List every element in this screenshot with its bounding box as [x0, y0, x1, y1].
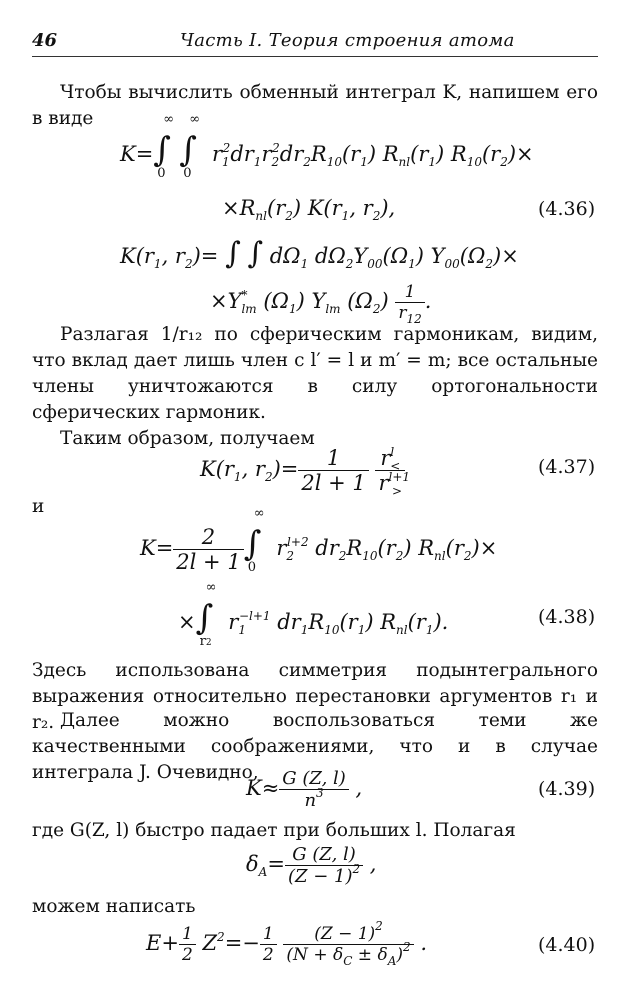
- equation-4-36-line2: $\times R_{nl}(r_2)$ $K(r_1$, $r_2$),: [222, 196, 396, 223]
- paragraph-qualitative: Далее можно воспользоваться теми же качественными соображениями, что и в случае интеграла J. Очевидно,: [32, 710, 598, 783]
- paragraph-intro: Чтобы вычислить обменный интеграл K, напишем его в виде: [32, 82, 598, 129]
- paragraph-write: можем написать: [32, 896, 196, 917]
- equation-number-4-38: (4.38): [538, 606, 596, 628]
- equation-number-4-36: (4.36): [538, 198, 596, 220]
- running-title: Часть I. Теория строения атома: [180, 30, 515, 51]
- paragraph-and: и: [32, 496, 45, 517]
- equation-4-38-line1: K= $\frac{2}{2l + 1}$ ∞ ∫ 0 $r_2^{l+2}$ $dr_2R_{10}(r_2)$ $R_{nl}(r_2)\times$: [140, 506, 498, 575]
- equation-4-37: $K(r_1$, $r_2)=$ $\frac{1}{2l + 1}$ $\frac{r^l_<}{r^{l+1}_>}$: [200, 445, 411, 498]
- equation-4-39: K≈ $\frac{G (Z, l)}{n^3}$ ,: [246, 768, 363, 811]
- equation-4-36-line3: $K(r_1$, $r_2)=$ ∫ ∫ $d\Omega_1$ $d\Omega_2Y_{00}(\Omega_1)$ $Y_{00}(\Omega_2)\times$: [120, 236, 519, 271]
- equation-4-36-line1: K= ∞ ∫ 0 ∞ ∫ 0 $r_1^2dr_1r_2^2dr_2R_{10}(r_1)$ $R_{nl}(r_1)$ $R_{10}(r_2)\times$: [120, 112, 534, 181]
- paragraph-thus: Таким образом, получаем: [60, 428, 315, 449]
- equation-delta-a: $\delta_A=$ $\frac{G (Z, l)}{(Z - 1)^2}$ ,: [246, 844, 377, 887]
- equation-4-36-line4: $\times Y^*_{lm}$ $(\Omega_1)$ $Y_{lm}$ $(\Omega_2)$ $\frac{1}{r_{12}}$ .: [210, 282, 432, 326]
- paragraph-symmetry: Здесь использована симметрия подынтегрального выражения относительно перестановки аргументов r₁ и r₂.: [32, 660, 598, 733]
- equation-4-38-line2: × ∞ ∫ r2 $r_1^{-l+1}$ $dr_1R_{10}(r_1)$ $R_{nl}(r_1)$.: [178, 580, 449, 649]
- paragraph-expansion: Разлагая 1/r₁₂ по сферическим гармоникам, видим, что вклад дает лишь член с l′ = l и m′ = m; все остальные члены уничтожаются в силу ортогональности сферических гармоник.: [32, 324, 598, 423]
- equation-number-4-40: (4.40): [538, 934, 596, 956]
- equation-number-4-39: (4.39): [538, 778, 596, 800]
- page-number: 46: [32, 30, 58, 51]
- equation-4-40: E+ $\frac{1}{2}$ $Z^2=-$ $\frac{1}{2}$ $\frac{(Z - 1)^2}{(N + \delta_C \pm \delta_A)^2}$ .: [146, 919, 427, 968]
- paragraph-assuming: где G(Z, l) быстро падает при больших l. Полагая: [32, 820, 516, 841]
- equation-number-4-37: (4.37): [538, 456, 596, 478]
- header-rule: [32, 56, 598, 57]
